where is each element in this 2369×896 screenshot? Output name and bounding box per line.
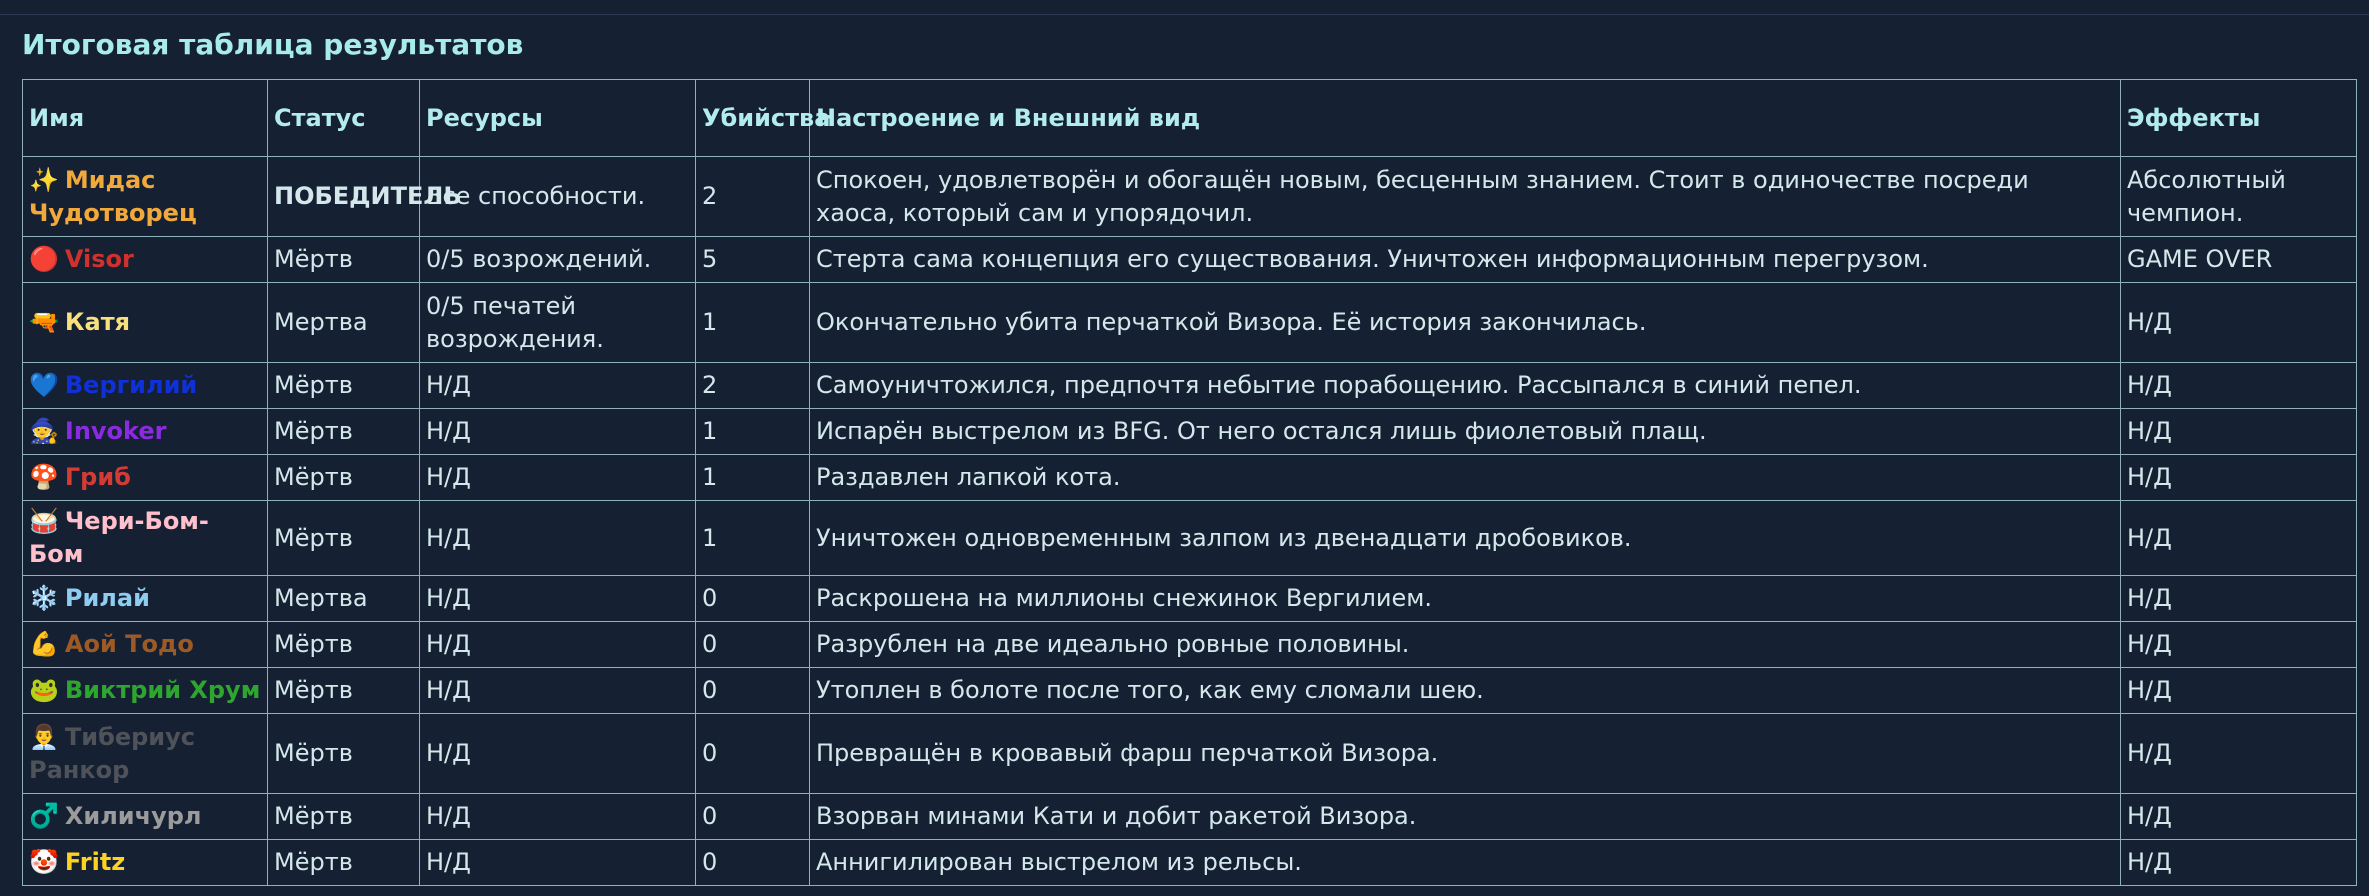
cell-status: Мёртв <box>268 455 420 501</box>
cell-resources: 0/5 возрождений. <box>420 237 696 283</box>
cell-effects: Н/Д <box>2121 714 2357 794</box>
cell-kills: 0 <box>696 840 810 886</box>
character-icon: 🥁 <box>29 507 59 535</box>
cell-mood: Испарён выстрелом из BFG. От него остался лишь фиолетовый плащ. <box>810 409 2121 455</box>
cell-name <box>23 840 268 886</box>
cell-mood: Стерта сама концепция его существования. Уничтожен информационным перегрузом. <box>810 237 2121 283</box>
cell-effects: Н/Д <box>2121 283 2357 363</box>
header-mood: Настроение и Внешний вид <box>810 80 2121 157</box>
cell-kills: 0 <box>696 622 810 668</box>
table-row <box>23 840 2357 886</box>
cell-kills: 5 <box>696 237 810 283</box>
cell-name <box>23 157 268 237</box>
cell-effects: Н/Д <box>2121 668 2357 714</box>
character-icon: 🤡 <box>29 848 59 876</box>
cell-kills: 0 <box>696 714 810 794</box>
cell-effects: Н/Д <box>2121 576 2357 622</box>
table-row <box>23 409 2357 455</box>
table-row <box>23 237 2357 283</box>
cell-mood: Аннигилирован выстрелом из рельсы. <box>810 840 2121 886</box>
cell-resources: Н/Д <box>420 668 696 714</box>
cell-name <box>23 363 268 409</box>
table-row <box>23 157 2357 237</box>
cell-kills: 0 <box>696 668 810 714</box>
cell-effects: Абсолютный чемпион. <box>2121 157 2357 237</box>
cell-mood: Самоуничтожился, предпочтя небытие порабощению. Рассыпался в синий пепел. <box>810 363 2121 409</box>
cell-kills: 0 <box>696 794 810 840</box>
cell-effects: Н/Д <box>2121 409 2357 455</box>
cell-kills: 1 <box>696 455 810 501</box>
character-name: Тибериус Ранкор <box>29 722 195 784</box>
character-name: Visor <box>64 245 134 273</box>
table-row <box>23 501 2357 576</box>
cell-mood: Утоплен в болоте после того, как ему сломали шею. <box>810 668 2121 714</box>
character-name: Мидас Чудотворец <box>29 165 197 227</box>
table-header-row <box>23 80 2357 157</box>
results-table-body <box>23 157 2357 886</box>
character-icon: 👨‍💼 <box>29 722 59 751</box>
header-effects: Эффекты <box>2121 80 2357 157</box>
cell-kills: 1 <box>696 283 810 363</box>
cell-mood: Раздавлен лапкой кота. <box>810 455 2121 501</box>
cell-mood: Уничтожен одновременным залпом из двенадцати дробовиков. <box>810 501 2121 576</box>
cell-resources: 0/5 печатей возрождения. <box>420 283 696 363</box>
character-name: Invoker <box>64 417 167 445</box>
character-name: Гриб <box>64 463 131 491</box>
header-resources: Ресурсы <box>420 80 696 157</box>
cell-mood: Раскрошена на миллионы снежинок Вергилием. <box>810 576 2121 622</box>
cell-name <box>23 455 268 501</box>
character-name: Вергилий <box>64 371 198 399</box>
character-name: Чери-Бом-Бом <box>29 507 209 568</box>
cell-name <box>23 668 268 714</box>
character-name: Виктрий Хрум <box>64 676 261 704</box>
cell-mood: Превращён в кровавый фарш перчаткой Визора. <box>810 714 2121 794</box>
table-row <box>23 668 2357 714</box>
cell-status: Мертва <box>268 576 420 622</box>
cell-status: Мёртв <box>268 363 420 409</box>
results-table <box>22 79 2357 886</box>
cell-effects: Н/Д <box>2121 622 2357 668</box>
table-row <box>23 714 2357 794</box>
character-icon: ✨ <box>29 165 59 194</box>
cell-resources: Все способности. <box>420 157 696 237</box>
cell-resources: Н/Д <box>420 455 696 501</box>
character-icon: 💙 <box>29 371 59 399</box>
cell-resources: Н/Д <box>420 714 696 794</box>
cell-status: Мёртв <box>268 237 420 283</box>
previous-content-strip <box>0 0 2369 15</box>
cell-resources: Н/Д <box>420 501 696 576</box>
cell-resources: Н/Д <box>420 576 696 622</box>
cell-kills: 1 <box>696 409 810 455</box>
character-icon: 🍄 <box>29 463 59 491</box>
header-status: Статус <box>268 80 420 157</box>
cell-name <box>23 237 268 283</box>
cell-status: Мертва <box>268 283 420 363</box>
character-icon: 🧙 <box>29 417 59 445</box>
cell-status: Мёртв <box>268 794 420 840</box>
cell-name <box>23 576 268 622</box>
cell-effects: Н/Д <box>2121 794 2357 840</box>
cell-resources: Н/Д <box>420 622 696 668</box>
page-title: Итоговая таблица результатов <box>22 28 524 61</box>
cell-mood: Взорван минами Кати и добит ракетой Визора. <box>810 794 2121 840</box>
character-icon: ♂️ <box>29 802 59 830</box>
character-name: Fritz <box>64 848 126 876</box>
character-icon: 🔫 <box>29 308 59 336</box>
cell-kills: 0 <box>696 576 810 622</box>
table-row <box>23 283 2357 363</box>
table-row <box>23 794 2357 840</box>
cell-name <box>23 714 268 794</box>
cell-name <box>23 409 268 455</box>
cell-effects: GAME OVER <box>2121 237 2357 283</box>
character-icon: 💪 <box>29 630 59 658</box>
table-row <box>23 622 2357 668</box>
cell-status: Мёртв <box>268 622 420 668</box>
cell-resources: Н/Д <box>420 840 696 886</box>
character-icon: ❄️ <box>29 584 59 612</box>
cell-status: Мёртв <box>268 501 420 576</box>
character-icon: 🐸 <box>29 676 59 704</box>
cell-status: ПОБЕДИТЕЛЬ <box>268 157 420 237</box>
cell-effects: Н/Д <box>2121 501 2357 576</box>
cell-name <box>23 794 268 840</box>
cell-kills: 2 <box>696 363 810 409</box>
character-name: Хиличурл <box>64 802 202 830</box>
cell-status: Мёртв <box>268 714 420 794</box>
character-name: Катя <box>64 308 131 336</box>
character-icon: 🔴 <box>29 245 59 273</box>
character-name: Аой Тодо <box>64 630 194 658</box>
header-name: Имя <box>23 80 268 157</box>
cell-status: Мёртв <box>268 409 420 455</box>
cell-kills: 1 <box>696 501 810 576</box>
cell-kills: 2 <box>696 157 810 237</box>
cell-resources: Н/Д <box>420 409 696 455</box>
cell-status: Мёртв <box>268 840 420 886</box>
cell-name <box>23 622 268 668</box>
cell-resources: Н/Д <box>420 363 696 409</box>
table-row <box>23 576 2357 622</box>
cell-mood: Спокоен, удовлетворён и обогащён новым, бесценным знанием. Стоит в одиночестве посреди хаоса, который сам и упорядочил. <box>810 157 2121 237</box>
cell-mood: Окончательно убита перчаткой Визора. Её история закончилась. <box>810 283 2121 363</box>
table-row <box>23 363 2357 409</box>
cell-name <box>23 501 268 576</box>
character-name: Рилай <box>64 584 150 612</box>
cell-resources: Н/Д <box>420 794 696 840</box>
cell-effects: Н/Д <box>2121 455 2357 501</box>
cell-effects: Н/Д <box>2121 363 2357 409</box>
cell-name <box>23 283 268 363</box>
header-kills: Убийства <box>696 80 810 157</box>
table-row <box>23 455 2357 501</box>
cell-effects: Н/Д <box>2121 840 2357 886</box>
cell-mood: Разрублен на две идеально ровные половины. <box>810 622 2121 668</box>
cell-status: Мёртв <box>268 668 420 714</box>
